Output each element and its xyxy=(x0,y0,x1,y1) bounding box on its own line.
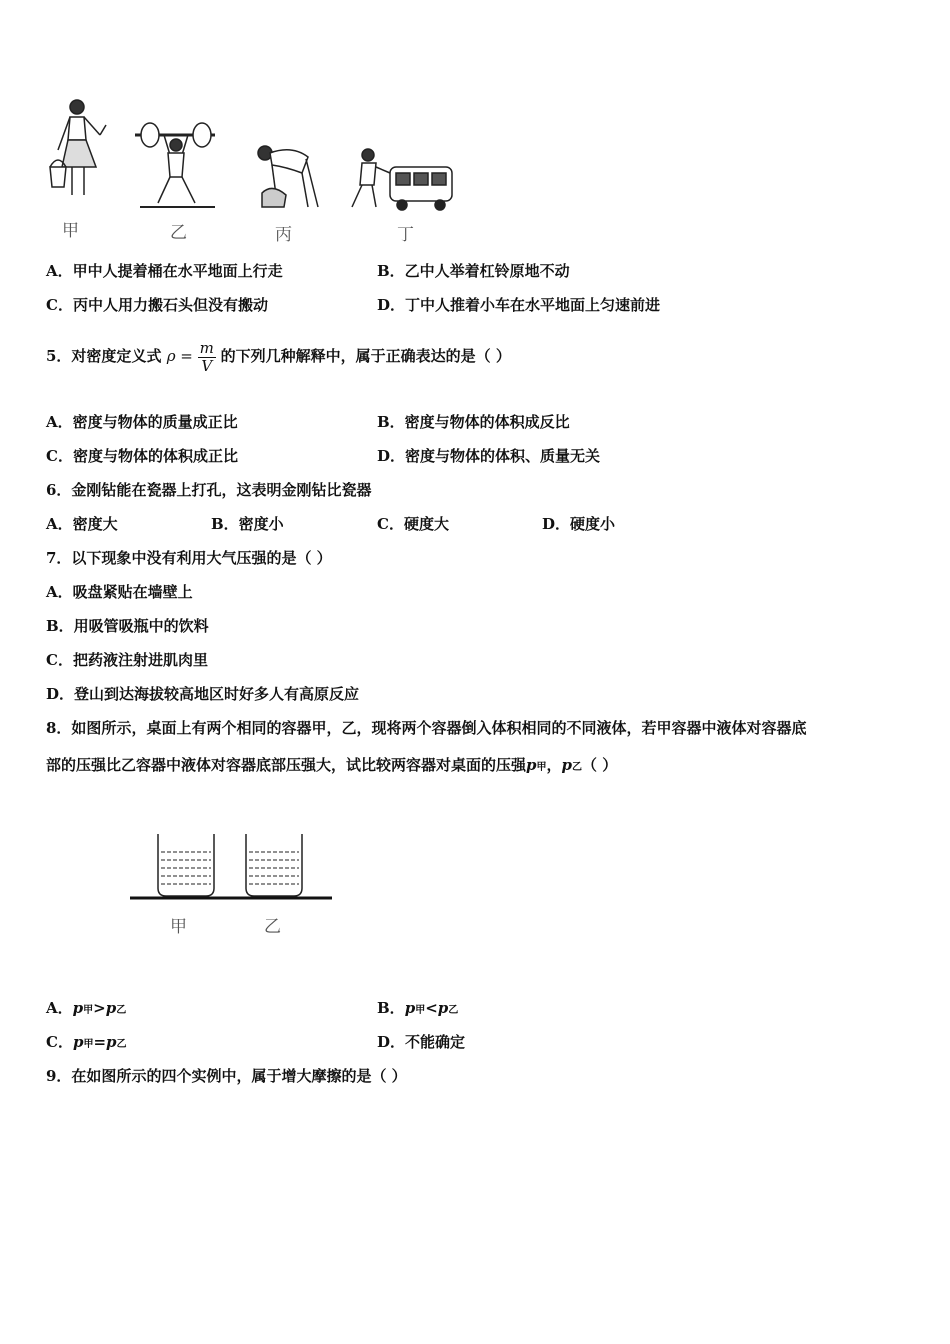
q8-option-c-relation: = xyxy=(93,1033,107,1051)
q4-caption-jia: 甲 xyxy=(62,221,79,241)
q8-caption-yi: 乙 xyxy=(264,917,281,937)
q6-stem: 6．金刚钻能在瓷器上打孔，这表明金刚钻比瓷器 xyxy=(46,481,372,499)
q7-stem: 7．以下现象中没有利用大气压强的是（ ） xyxy=(46,549,332,567)
q5-option-d: D．密度与物体的体积、质量无关 xyxy=(377,447,601,465)
q8-stem-prefix: 部的压强比乙容器中液体对容器底部压强大，试比较两容器对桌面的压强 xyxy=(46,756,527,774)
figure-lifting-stone xyxy=(258,146,318,207)
figure-pushing-cart xyxy=(352,149,452,210)
q8-paren: （ ） xyxy=(582,756,618,774)
q8-p-yi: p xyxy=(561,756,573,774)
q8-stem-line2 xyxy=(46,755,617,778)
q4-option-d: D．丁中人推着小车在水平地面上匀速前进 xyxy=(377,296,661,314)
q4-option-a: A．甲中人提着桶在水平地面上行走 xyxy=(46,262,283,280)
q5-option-b: B．密度与物体的体积成反比 xyxy=(377,413,570,431)
q5-suffix: 的下列几种解释中，属于正确表达的是（ ） xyxy=(220,347,511,365)
q8-option-b-relation: < xyxy=(425,999,438,1017)
q6-option-b: B．密度小 xyxy=(211,515,284,533)
q5-option-a: A．密度与物体的质量成正比 xyxy=(46,413,238,431)
q5-fraction xyxy=(198,340,216,375)
q6-option-a: A．密度大 xyxy=(46,515,118,533)
q4-caption-ding: 丁 xyxy=(397,225,414,245)
q9-stem: 9．在如图所示的四个实例中，属于增大摩擦的是（ ） xyxy=(46,1067,407,1085)
figure-woman-bucket xyxy=(50,100,106,195)
q5-formula xyxy=(166,338,221,375)
container-jia xyxy=(158,834,214,896)
q8-option-c: C．p甲=p乙 xyxy=(46,1033,127,1051)
q4-caption-yi: 乙 xyxy=(170,223,187,243)
q5-fraction-den: V xyxy=(201,356,213,375)
q7-option-c: C．把药液注射进肌肉里 xyxy=(46,651,208,669)
q6-option-c: C．硬度大 xyxy=(377,515,449,533)
q8-option-a-relation: > xyxy=(93,999,106,1017)
q8-option-a: A．p甲>p乙 xyxy=(46,999,127,1017)
q6-option-d: D．硬度小 xyxy=(542,515,616,533)
q8-comma: ， xyxy=(546,756,562,774)
q8-caption-jia: 甲 xyxy=(170,917,187,937)
q7-option-d: D．登山到达海拔较高地区时好多人有高原反应 xyxy=(46,685,360,703)
q5-formula-lhs: ρ = xyxy=(166,347,193,365)
q8-stem-line1: 8．如图所示，桌面上有两个相同的容器甲，乙，现将两个容器倒入体积相同的不同液体，若甲容器中液体对容器底 xyxy=(46,719,807,737)
container-yi xyxy=(246,834,302,896)
q4-caption-bing: 丙 xyxy=(275,225,292,245)
q4-figure xyxy=(40,95,470,220)
q5-prefix: 5．对密度定义式 xyxy=(46,347,162,365)
q5-option-c: C．密度与物体的体积成正比 xyxy=(46,447,238,465)
q8-sub-jia: 甲 xyxy=(536,762,547,773)
q4-option-b: B．乙中人举着杠铃原地不动 xyxy=(377,262,570,280)
q8-sub-yi: 乙 xyxy=(572,762,583,773)
figure-weightlifter xyxy=(135,123,215,207)
q7-option-a: A．吸盘紧贴在墙壁上 xyxy=(46,583,193,601)
q8-p-jia: p xyxy=(526,756,537,774)
q8-option-d: D．不能确定 xyxy=(377,1033,466,1051)
q8-option-b: B．p甲<p乙 xyxy=(377,999,459,1017)
q8-figure xyxy=(128,830,338,905)
q4-option-c: C．丙中人用力搬石头但没有搬动 xyxy=(46,296,268,314)
q5-stem xyxy=(46,338,511,375)
q5-fraction-num: m xyxy=(199,338,214,357)
q7-option-b: B．用吸管吸瓶中的饮料 xyxy=(46,617,209,635)
